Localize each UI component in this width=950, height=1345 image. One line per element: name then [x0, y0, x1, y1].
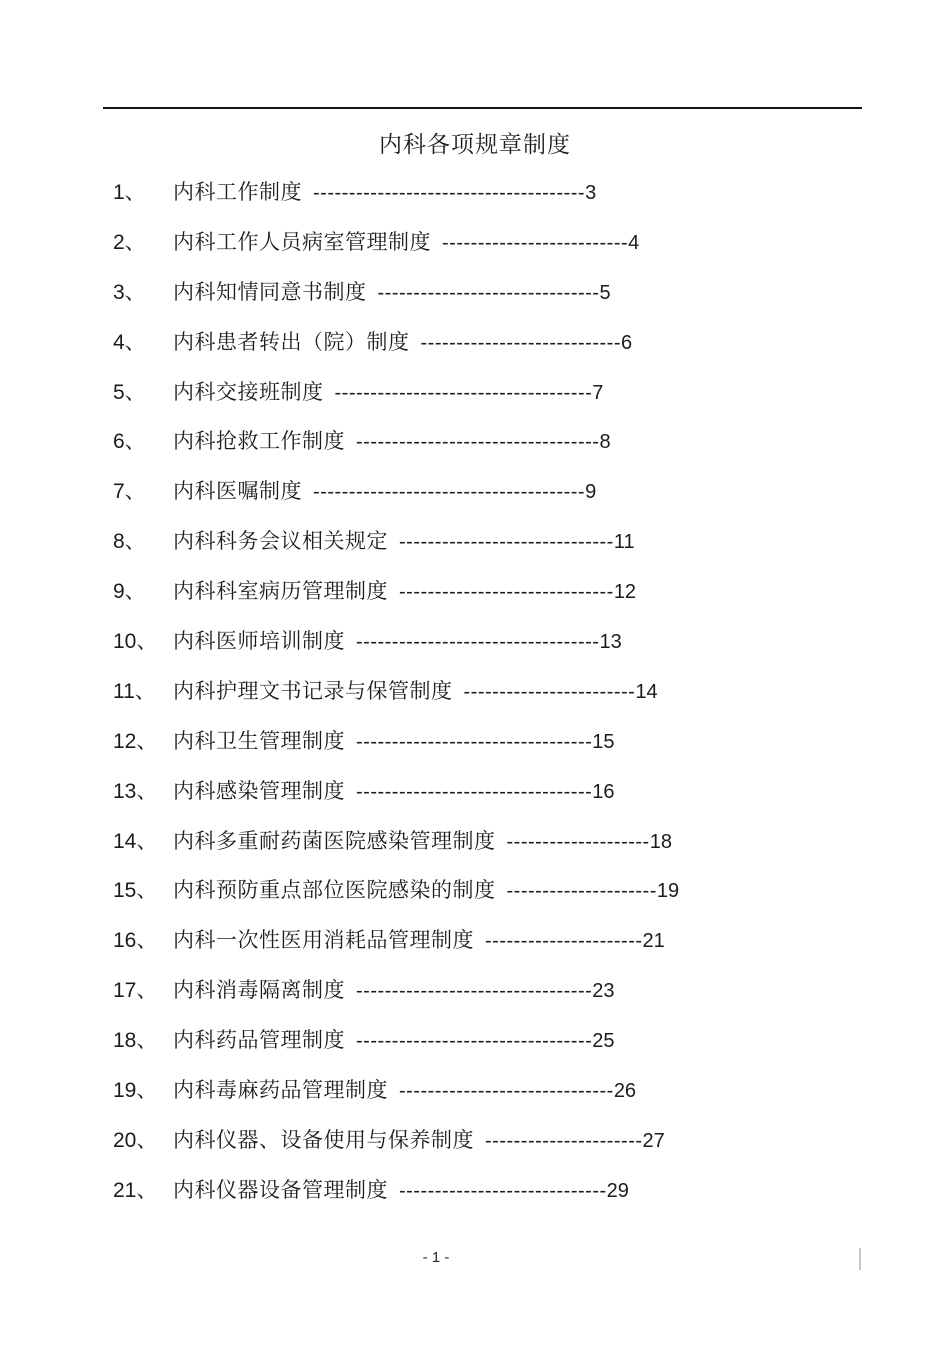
toc-item-number: 19、: [113, 1079, 158, 1103]
toc-row: [113, 575, 873, 625]
toc-page-number: 3: [585, 182, 597, 204]
toc-page-number: 13: [599, 631, 622, 654]
toc-item-title: 内科交接班制度: [173, 380, 324, 404]
toc-leader-dashes: ----------------------: [485, 1129, 643, 1152]
toc-page-number: 25: [592, 1030, 615, 1053]
toc-item-number: 16、: [113, 929, 158, 953]
toc-item-title: 内科感染管理制度: [173, 779, 345, 803]
toc-leader-dashes: --------------------------------------: [313, 182, 586, 204]
toc-item-title: 内科知情同意书制度: [173, 280, 367, 304]
toc-row: [113, 725, 873, 775]
toc-item-number: 9、: [113, 580, 146, 604]
toc-row: [113, 1024, 873, 1074]
toc-page-number: 15: [592, 730, 615, 753]
toc-item-title: 内科卫生管理制度: [173, 729, 345, 753]
toc-item-title: 内科护理文书记录与保管制度: [173, 679, 453, 703]
toc-leader-dashes: -----------------------------: [399, 1179, 607, 1202]
toc-leader-dashes: ------------------------------: [399, 581, 614, 604]
toc-row: [113, 874, 873, 924]
toc-row: [113, 475, 873, 525]
header-rule: [103, 107, 862, 109]
toc-item-number: 6、: [113, 430, 146, 454]
toc-item-number: 5、: [113, 380, 146, 404]
toc-item-number: 18、: [113, 1029, 158, 1053]
toc-item-number: 11、: [113, 679, 156, 703]
toc-leader-dashes: ---------------------------------: [356, 780, 593, 803]
toc-page-number: 23: [592, 980, 615, 1003]
toc-leader-dashes: ---------------------: [506, 880, 657, 903]
toc-item-number: 1、: [113, 181, 146, 204]
toc-row: [113, 226, 873, 276]
toc-leader-dashes: ------------------------------------: [334, 381, 593, 404]
toc-item-title: 内科消毒隔离制度: [173, 979, 345, 1003]
footer-page-number: - 1 -: [422, 1249, 450, 1266]
toc-item-number: 4、: [113, 330, 146, 354]
toc-page-number: 16: [592, 780, 615, 803]
toc-page-number: 9: [585, 481, 597, 504]
toc-item-title: 内科医师培训制度: [173, 630, 345, 654]
toc-leader-dashes: ---------------------------------: [356, 1030, 593, 1053]
toc-item-title: 内科药品管理制度: [173, 1029, 345, 1053]
toc-leader-dashes: ------------------------------: [399, 1080, 614, 1103]
toc-item-number: 3、: [113, 280, 146, 304]
page-title: 内科各项规章制度: [379, 131, 571, 157]
toc-leader-dashes: ----------------------------: [420, 331, 621, 354]
toc-row: [113, 924, 873, 974]
toc-item-number: 10、: [113, 630, 158, 654]
toc-item-title: 内科患者转出（院）制度: [173, 330, 410, 354]
toc-page-number: 12: [613, 581, 637, 604]
toc-page-number: 26: [613, 1080, 637, 1103]
toc-row: [113, 525, 873, 575]
toc-leader-dashes: ---------------------------------: [356, 730, 593, 753]
toc-page-number: 7: [592, 381, 604, 404]
toc-item-number: 17、: [113, 979, 158, 1003]
toc-row: [113, 825, 873, 875]
toc-leader-dashes: ----------------------------------: [356, 631, 600, 654]
toc-item-number: 14、: [113, 829, 158, 853]
page-edge-mark: [859, 1248, 861, 1270]
toc-page-number: 4: [628, 231, 640, 254]
toc-row: [113, 1124, 873, 1174]
toc-page-number: 29: [606, 1179, 629, 1202]
toc-item-number: 13、: [113, 779, 158, 803]
toc-item-number: 12、: [113, 729, 158, 753]
toc-page-number: 18: [649, 830, 672, 853]
toc-row: [113, 675, 873, 725]
toc-page-number: 8: [599, 431, 611, 454]
toc-item-title: 内科预防重点部位医院感染的制度: [173, 879, 496, 903]
toc-page-number: 6: [620, 331, 633, 354]
toc-item-title: 内科医嘱制度: [173, 480, 302, 504]
toc-leader-dashes: ------------------------------: [399, 531, 614, 554]
toc-leader-dashes: ----------------------: [485, 930, 643, 953]
toc-item-title: 内科毒麻药品管理制度: [173, 1079, 388, 1103]
toc-page-number: 11: [613, 531, 635, 554]
toc-row: [113, 974, 873, 1024]
toc-leader-dashes: --------------------: [506, 830, 650, 853]
table-of-contents: [113, 176, 873, 1224]
toc-leader-dashes: ------------------------: [463, 680, 636, 703]
toc-page-number: 21: [642, 930, 665, 953]
toc-row: [113, 326, 873, 376]
toc-item-number: 15、: [113, 879, 158, 903]
toc-row: [113, 276, 873, 326]
toc-page-number: 14: [635, 680, 658, 703]
toc-page-number: 5: [599, 281, 611, 304]
toc-item-title: 内科工作制度: [173, 181, 302, 204]
toc-item-title: 内科科务会议相关规定: [173, 530, 388, 554]
toc-item-title: 内科一次性医用消耗品管理制度: [173, 929, 474, 953]
toc-row: [113, 1074, 873, 1124]
toc-leader-dashes: --------------------------------------: [313, 481, 586, 504]
toc-leader-dashes: --------------------------: [442, 231, 629, 254]
toc-leader-dashes: ---------------------------------: [356, 980, 593, 1003]
toc-item-title: 内科科室病历管理制度: [173, 580, 388, 604]
toc-row: [113, 1174, 873, 1224]
toc-page-number: 27: [642, 1129, 665, 1152]
toc-item-number: 2、: [113, 230, 146, 254]
toc-item-title: 内科仪器、设备使用与保养制度: [173, 1128, 474, 1152]
toc-item-number: 8、: [113, 530, 146, 554]
toc-item-title: 内科工作人员病室管理制度: [173, 230, 431, 254]
toc-leader-dashes: -------------------------------: [377, 281, 600, 304]
toc-item-number: 21、: [113, 1178, 158, 1202]
toc-page-number: 19: [656, 880, 680, 903]
toc-row: [113, 376, 873, 426]
toc-row: [113, 625, 873, 675]
toc-row: [113, 176, 873, 226]
toc-item-number: 7、: [113, 480, 146, 504]
toc-item-number: 20、: [113, 1128, 158, 1152]
toc-item-title: 内科抢救工作制度: [173, 430, 345, 454]
toc-row: [113, 775, 873, 825]
toc-item-title: 内科仪器设备管理制度: [173, 1178, 388, 1202]
toc-row: [113, 425, 873, 475]
toc-item-title: 内科多重耐药菌医院感染管理制度: [173, 829, 496, 853]
toc-leader-dashes: ----------------------------------: [356, 431, 600, 454]
